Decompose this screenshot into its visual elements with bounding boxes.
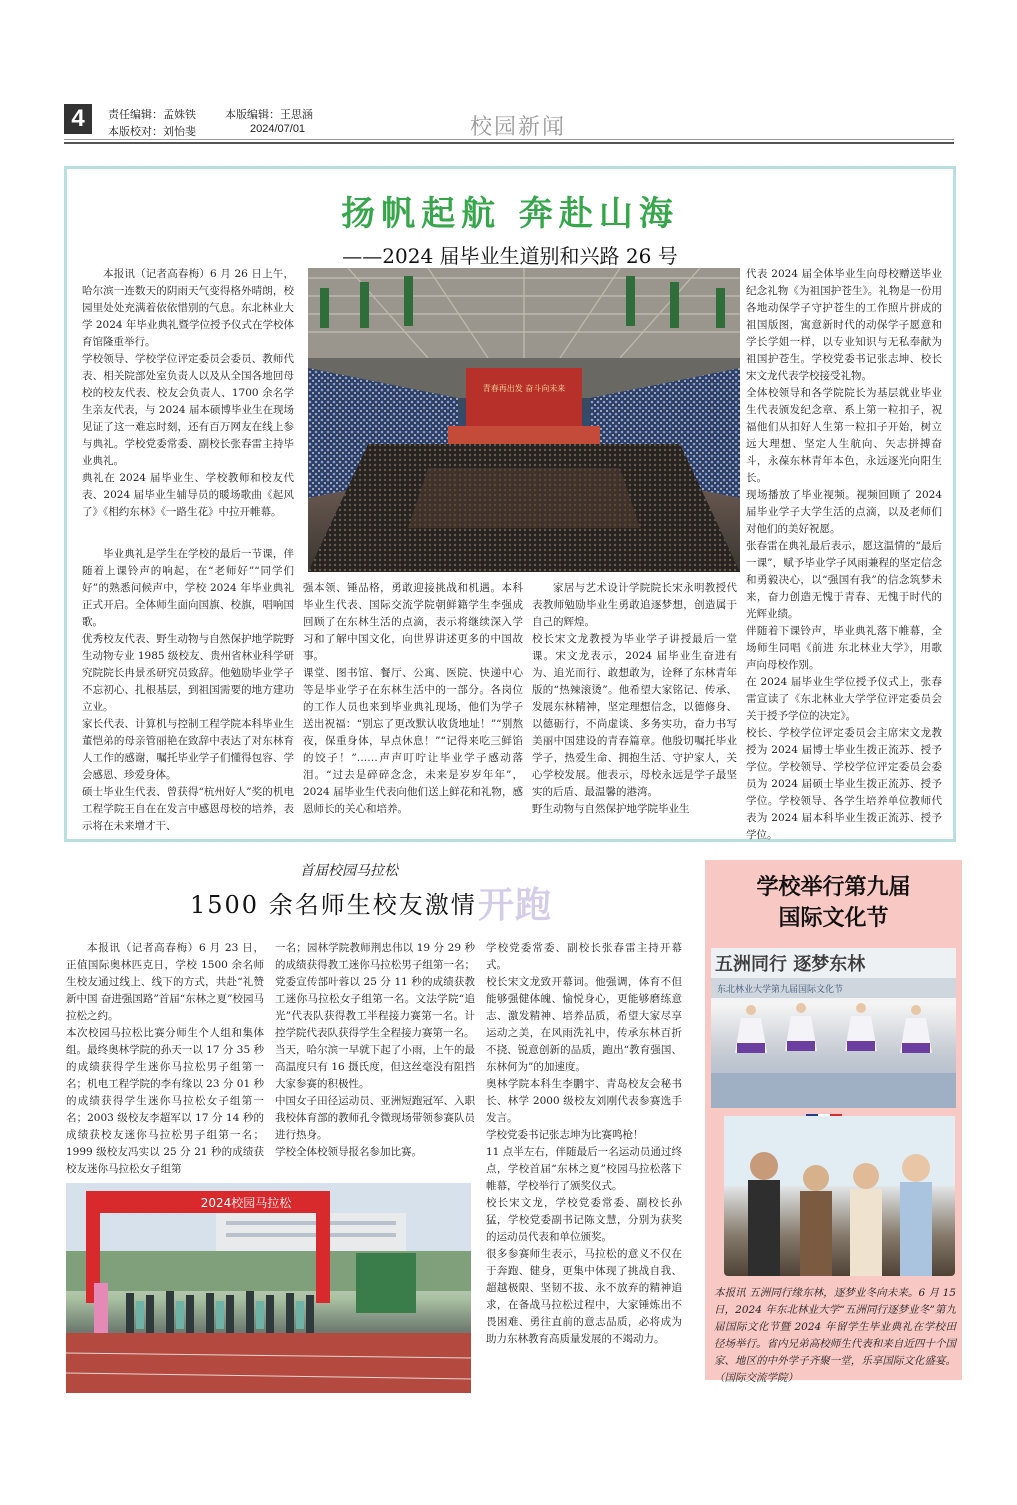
article1-column1-top: 本报讯（记者高春梅）6 月 26 日上午，哈尔滨一连数天的阴雨天气变得格外晴朗，校园里处处充满着依依惜别的气息。东北林业大学 2024 年毕业典礼暨学位授予仪式在学校体育馆隆重举行。 学校领导、学校学位评定委员会委员、教师代表、相关院部处室负责人以及从全国各地回母校的校友代表、校友会负责人、1700 余名学生亲友代表，与 2024 届本硕博毕业生在现场见证了这一难忘时刻，还有百万网友在线上参与典礼。学校党委常委、副校长张春雷主持毕业典礼。 典礼在 2024 届毕业生、学校教师和校友代表、2024 届毕业生辅导员的暖场歌曲《起风了》《相约东林》《一路生花》中拉开帷幕。	[82, 268, 294, 518]
dancers-illustration	[711, 948, 956, 1108]
article2-column2: 一名；园林学院教师荆忠伟以 19 分 29 秒的成绩获得教工迷你马拉松男子组第一名；党委宣传部叶蓉以 25 分 11 秒的成绩获教工迷你马拉松女子组第一名。文法学院“追光”代表队获得教工半程接力赛第一名。计控学院代表队获得学生全程接力赛第一名。 当天，哈尔滨一早就下起了小雨，上午的最高温度只有 16 摄氏度，但这丝毫没有阻挡大家参赛的积极性。 中国女子田径运动员、亚洲短跑冠军、入职我校体育部的教师孔令微现场带领参赛队员进行热身。 学校全体校领导报名参加比赛。	[275, 942, 475, 1158]
arena-illustration	[308, 268, 740, 572]
photo1-stage-banner: 青春再出发 奋斗向未来	[482, 384, 566, 393]
students-group-photo	[724, 1116, 955, 1276]
layout-editor-label: 本版编辑：王思涵	[225, 109, 313, 121]
page-number: 4	[64, 104, 92, 134]
sidebar-title-line1: 学校举行第九届	[756, 875, 911, 900]
article2-kicker: 首届校园马拉松	[300, 863, 398, 879]
section-title: 校园新闻	[470, 114, 567, 139]
header-rule-thick	[64, 142, 954, 144]
photo3-sub-text: 东北林业大学第九届国际文化节	[717, 985, 844, 995]
editor-label: 责任编辑：孟姝铁	[108, 109, 196, 121]
sidebar-title	[705, 872, 962, 934]
marathon-start-photo	[66, 1183, 471, 1393]
photo2-arch-banner: 2024校园马拉松	[200, 1196, 292, 1210]
article1-column2: 强本领、锤品格，勇敢迎接挑战和机遇。本科毕业生代表、国际交流学院朝鲜籍学生李强成回顾了在东林生活的点滴，表示将继续深入学习和了解中国文化，向世界讲述更多的中国故事。 课堂、图书馆、餐厅、公寓、医院、快递中心等是毕业学子在东林生活中的一部分。各岗位的工作人员也来到毕业典礼现场，他们为学子送出祝福：“别忘了更改默认收货地址！”“别熬夜，保重身体，早点休息！”“记得来吃三鲜馅的饺子！”……声声叮咛让毕业学子感动落泪。“过去是碎碎念念，未来是岁岁年年”，2024 届毕业生代表向他们送上鲜花和礼物，感恩师长的关心和培养。	[303, 582, 523, 815]
article1-column4: 代表 2024 届全体毕业生向母校赠送毕业纪念礼物《为祖国护苍生》。礼物是一份用各地动保学子守护苍生的工作照片拼成的祖国版图，寓意新时代的动保学子愿意和学长学姐一样，以专业知识与无私奉献为祖国护苍生。学校党委书记张志坤、校长宋文龙代表学校接受礼物。 全体校领导和各学院院长为基层就业毕业生代表颁发纪念章、系上第一粒扣子，祝福他们从扣好人生第一粒扣子开始，树立远大理想、坚定人生航向、矢志拼搏奋斗，永葆东林青年本色，永远逐光向阳生长。 现场播放了毕业视频。视频回顾了 2024 届毕业学子大学生活的点滴，以及老师们对他们的美好祝愿。 张春雷在典礼最后表示，愿这温情的“最后一课”，赋予毕业学子风雨兼程的坚定信念和勇毅决心，以“强国有我”的信念筑梦未来，奋力创造无愧于青春、无愧于时代的光辉业绩。 伴随着下课铃声，毕业典礼落下帷幕，全场师生同唱《前进 东北林业大学》，用歌声向母校作别。 在 2024 届毕业生学位授予仪式上，张春雷宣读了《东北林业大学学位评定委员会关于授予学位的决定》。 校长、学校学位评定委员会主席宋文龙教授为 2024 届博士毕业生拨正流苏、授予学位。学校领导、学校学位评定委员会委员为 2024 届硕士毕业生拨正流苏、授予学位。学校领导、各学生培养单位教师代表为 2024 届本科毕业生拨正流苏、授予学位。	[746, 268, 942, 841]
issue-date: 2024/07/01	[250, 123, 306, 135]
header-rule	[64, 139, 954, 140]
article1-column3: 家居与艺术设计学院院长宋永明教授代表教师勉励毕业生勇敢追逐梦想，创造属于自己的辉煌。 校长宋文龙教授为毕业学子讲授最后一堂课。宋文龙表示，2024 届毕业生奋进有为、追光而行、敢想敢为，诠释了东林青年版的“热辣滚烫”。他希望大家铭记、传承、发展东林精神，坚定理想信念，以德修身、以德砺行，不尚虚谈、多务实功，奋力书写美丽中国建设的青春篇章。他殷切嘱托毕业学子，热爱生命、拥抱生活、守护家人，关心学校发展。他表示，母校永远是学子最坚实的后盾、最温馨的港湾。 野生动物与自然保护地学院毕业生	[532, 582, 737, 815]
article2-title: 1500 余名师生校友激情	[190, 891, 477, 919]
article1-column1-bottom: 毕业典礼是学生在学校的最后一节课，伴随着上课铃声的响起，在“老师好”“同学们好”的熟悉问候声中，学校 2024 年毕业典礼正式开启。全体师生面向国旗、校旗，唱响国歌。 优秀校友代表、野生动物与自然保护地学院野生动物专业 1985 级校友、贵州省林业科学研究院院长冉景丞研究员致辞。他勉励毕业学子不忘初心、扎根基层，到祖国需要的地方建功立业。 家长代表、计算机与控制工程学院本科毕业生董恺弟的母亲管丽艳在致辞中表达了对东林育人工作的感谢，嘱托毕业学子们懂得包容、学会感恩、珍爱身体。 硕士毕业生代表、曾获得“杭州好人”奖的机电工程学院王自在在发言中感恩母校的培养，表示将在未来增才干、	[82, 548, 294, 832]
graduation-ceremony-photo	[308, 268, 740, 572]
article1-title: 扬帆起航 奔赴山海	[341, 194, 679, 234]
students-illustration	[724, 1116, 955, 1276]
sidebar-title-line2: 国际文化节	[778, 906, 889, 931]
photo3-banner-text: 五洲同行 逐梦东林	[715, 954, 866, 975]
article2-column3: 学校党委常委、副校长张春雷主持开幕式。 校长宋文龙致开幕词。他强调，体育不但能够强健体魄、愉悦身心，更能够磨练意志、激发精神、培养品质，希望大家尽享运动之美，在风雨洗礼中，传承东林百折不挠、锐意创新的品质，跑出“教育强国、东林何为”的加速度。 奥林学院本科生李鹏宇、青岛校友会秘书长、林学 2000 级校友刘刚代表参赛选手发言。 学校党委书记张志坤为比赛鸣枪！ 11 点半左右，伴随最后一名运动员通过终点，学校首届“东林之夏”校园马拉松落下帷幕，学校举行了颁奖仪式。 校长宋文龙，学校党委常委、副校长孙猛，学校党委副书记陈文慧，分别为获奖的运动员代表和单位颁奖。 很多参赛师生表示，马拉松的意义不仅在于奔跑、健身，更集中体现了挑战自我、超越极限、坚韧不拔、永不放弃的精神追求，在备战马拉松过程中，大家锤炼出不畏困难、勇往直前的意志品质，必将成为助力东林教育高质量发展的不竭动力。	[486, 942, 682, 1345]
article2-title-accent: 开跑	[478, 885, 553, 926]
article1-subtitle: ——2024 届毕业生道别和兴路 26 号	[342, 244, 678, 268]
culture-festival-stage-photo	[711, 948, 956, 1108]
proofreader-label: 本版校对：刘怡斐	[108, 126, 196, 138]
sidebar-caption: 本报讯 五洲同行缘东林，逐梦业冬向未来。6 月 15 日，2024 年东北林业大学“五洲同行逐梦业冬”第九届国际文化节暨 2024 年留学生毕业典礼在学校田径场举行。省内兄弟高校师生代表和来自近四十个国家、地区的中外学子齐聚一堂，乐享国际文化盛宴。（国际交流学院）	[714, 1287, 956, 1384]
marathon-illustration	[66, 1183, 471, 1393]
article2-column1: 本报讯（记者高春梅）6 月 23 日，正值国际奥林匹克日，学校 1500 余名师生校友通过线上、线下的方式，共赴“礼赞新中国 奋进强国路”首届“东林之夏”校园马拉松之约。 本次校园马拉松比赛分师生个人组和集体组。最终奥林学院的孙天一以 17 分 35 秒的成绩获得学生迷你马拉松男子组第一名；机电工程学院的李有缘以 23 分 01 秒的成绩获得学生迷你马拉松女子组第一名；2003 级校友李超军以 17 分 14 秒的成绩获校友迷你马拉松男子组第一名；1999 级校友冯实以 25 分 21 秒的成绩获校友迷你马拉松女子组第	[66, 942, 264, 1175]
